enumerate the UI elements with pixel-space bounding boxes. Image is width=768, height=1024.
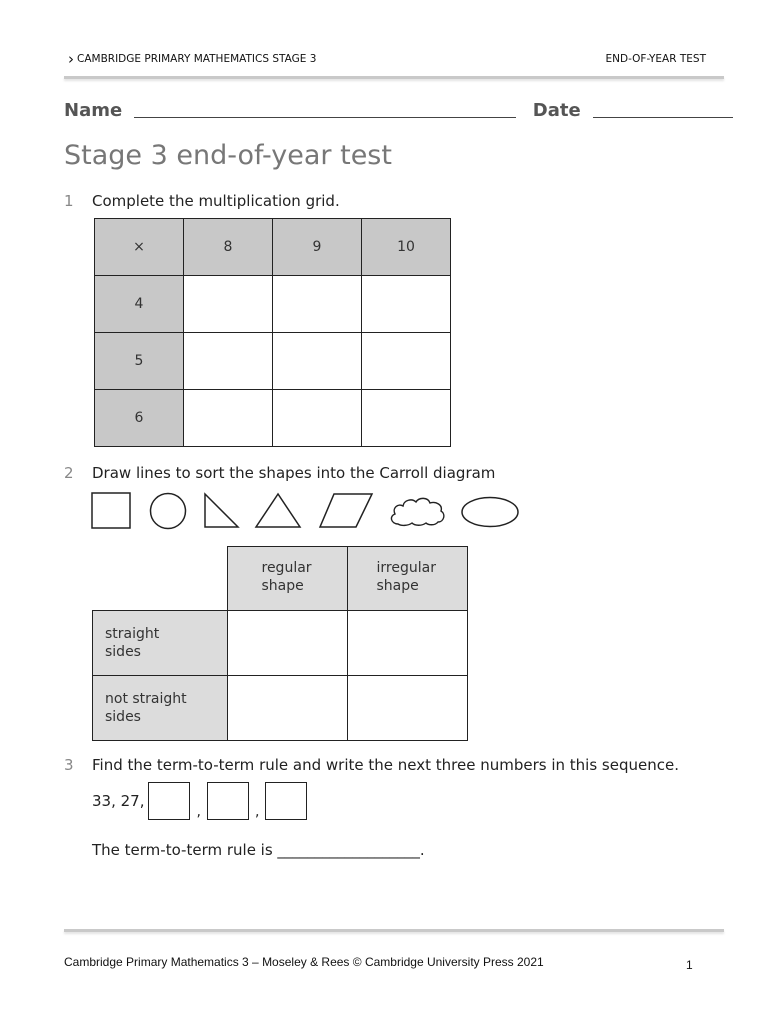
grid-col-header: 9 — [273, 219, 362, 276]
name-label: Name — [64, 100, 123, 121]
page-title: Stage 3 end-of-year test — [64, 140, 392, 171]
question-1-text: Complete the multiplication grid. — [92, 192, 340, 210]
carroll-cell[interactable] — [347, 676, 467, 741]
grid-answer-cell[interactable] — [362, 276, 451, 333]
carroll-row-label: straight — [105, 626, 160, 642]
sequence-answer-box[interactable] — [148, 782, 190, 820]
carroll-row-header-straight — [93, 611, 228, 676]
running-header-left — [68, 50, 317, 68]
carroll-row-header-not-straight — [93, 676, 228, 741]
grid-answer-cell[interactable] — [273, 333, 362, 390]
carroll-row-label: not straight — [105, 691, 187, 707]
sequence-row — [92, 782, 307, 820]
grid-row-header: 6 — [95, 390, 184, 447]
sequence-answer-box[interactable] — [265, 782, 307, 820]
chevron-right-icon: › — [68, 50, 74, 68]
circle-icon[interactable] — [147, 492, 191, 530]
term-rule-line[interactable]: The term-to-term rule is ___________________. — [92, 841, 425, 859]
grid-answer-cell[interactable] — [184, 390, 273, 447]
carroll-col-header-regular — [227, 547, 347, 611]
carroll-col-label: regular — [261, 560, 312, 576]
carroll-row-label: sides — [105, 709, 141, 725]
square-icon[interactable] — [90, 492, 134, 530]
triangle-icon[interactable] — [254, 492, 304, 530]
carroll-cell[interactable] — [227, 676, 347, 741]
page-number: 1 — [686, 958, 693, 972]
ellipse-icon[interactable] — [460, 494, 522, 530]
name-field[interactable] — [134, 101, 516, 118]
date-field[interactable] — [593, 101, 733, 118]
cloud-icon[interactable] — [388, 494, 448, 530]
carroll-row-label: sides — [105, 644, 141, 660]
grid-answer-cell[interactable] — [184, 276, 273, 333]
sequence-start: 33, 27, — [92, 792, 145, 810]
grid-corner: × — [95, 219, 184, 276]
grid-row-header: 5 — [95, 333, 184, 390]
carroll-diagram — [92, 546, 468, 741]
grid-answer-cell[interactable] — [362, 333, 451, 390]
carroll-cell[interactable] — [347, 611, 467, 676]
question-1-number: 1 — [64, 192, 74, 210]
question-3-text: Find the term-to-term rule and write the next three numbers in this sequence. — [92, 756, 679, 774]
question-2-number: 2 — [64, 464, 74, 482]
carroll-corner — [93, 547, 228, 611]
multiplication-grid — [94, 218, 451, 447]
sequence-comma: , — [254, 804, 260, 820]
date-label: Date — [532, 100, 581, 121]
footer-rule — [64, 929, 724, 932]
header-test-label: END-OF-YEAR TEST — [605, 53, 706, 65]
carroll-col-label: shape — [261, 578, 304, 594]
parallelogram-icon[interactable] — [318, 492, 376, 530]
carroll-cell[interactable] — [227, 611, 347, 676]
sequence-answer-box[interactable] — [207, 782, 249, 820]
header-title: CAMBRIDGE PRIMARY MATHEMATICS STAGE 3 — [77, 53, 317, 65]
grid-answer-cell[interactable] — [273, 390, 362, 447]
header-rule — [64, 76, 724, 79]
name-date-line — [64, 100, 733, 121]
carroll-col-label: shape — [376, 578, 419, 594]
carroll-col-header-irregular — [347, 547, 467, 611]
footer-credit: Cambridge Primary Mathematics 3 – Moseley & Rees © Cambridge University Press 2021 — [64, 955, 544, 969]
question-3-number: 3 — [64, 756, 74, 774]
grid-answer-cell[interactable] — [273, 276, 362, 333]
right-triangle-icon[interactable] — [202, 492, 242, 530]
carroll-col-label: irregular — [376, 560, 436, 576]
grid-row-header: 4 — [95, 276, 184, 333]
question-2-text: Draw lines to sort the shapes into the Carroll diagram — [92, 464, 496, 482]
grid-col-header: 8 — [184, 219, 273, 276]
grid-answer-cell[interactable] — [184, 333, 273, 390]
grid-answer-cell[interactable] — [362, 390, 451, 447]
grid-col-header: 10 — [362, 219, 451, 276]
sequence-comma: , — [196, 804, 201, 820]
